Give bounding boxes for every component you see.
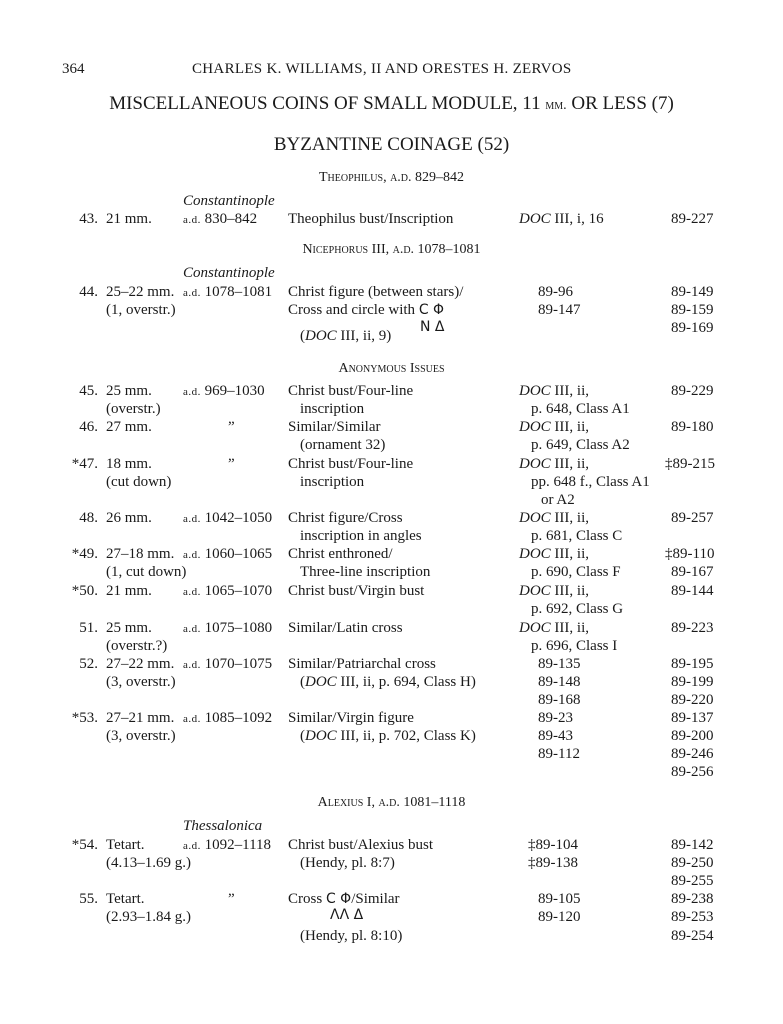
entry-reference	[519, 455, 589, 473]
entry-inventory: ‡89-215	[665, 456, 715, 472]
entry-reference: 89-147	[538, 302, 581, 318]
entry-size: Tetart.	[106, 837, 145, 853]
entry-reference: 89-120	[538, 909, 581, 925]
reference-value: III, ii,	[554, 456, 589, 472]
entry-reference: 89-168	[538, 692, 581, 708]
reference-value: III, ii,	[554, 383, 589, 399]
entry-type: Similar/Latin cross	[288, 620, 403, 636]
entry-reference: 89-23	[538, 710, 573, 726]
entry-number: 46.	[79, 419, 98, 435]
ad-label: a.d.	[183, 513, 201, 525]
entry-inventory: 89-238	[671, 891, 714, 907]
entry-size: 27–18 mm.	[106, 546, 175, 562]
entry-size-note: (1, cut down)	[106, 564, 187, 580]
monogram-top: C Φ	[418, 302, 445, 318]
reference-value: III, ii,	[554, 546, 589, 562]
entry-type	[288, 301, 444, 319]
entry-inventory: 89-195	[671, 656, 714, 672]
entry-type: Christ figure (between stars)/	[288, 284, 464, 300]
entry-reference: or A2	[541, 492, 575, 508]
entry-reference: p. 690, Class F	[531, 564, 621, 580]
entry-date	[183, 582, 272, 601]
entry-reference: 89-96	[538, 284, 573, 300]
entry-reference	[519, 582, 589, 600]
doc-abbrev: DOC	[519, 456, 551, 472]
entry-size: 25–22 mm.	[106, 284, 175, 300]
entry-size-note: (1, overstr.)	[106, 302, 176, 318]
ad-label: a.d.	[183, 623, 201, 635]
entry-inventory: ‡89-110	[665, 546, 715, 562]
entry-inventory: 89-169	[671, 320, 714, 336]
section-title-part-b: OR LESS (7)	[571, 93, 674, 114]
entry-size: 21 mm.	[106, 211, 152, 227]
entry-size-note: (overstr.)	[106, 401, 161, 417]
date-value: 1092–1118	[204, 837, 272, 853]
entry-type: Christ figure/Cross	[288, 510, 403, 526]
running-header-authors: CHARLES K. WILLIAMS, II AND ORESTES H. ZERVOS	[192, 61, 572, 77]
entry-inventory: 89-250	[671, 855, 714, 871]
entry-reference	[519, 545, 589, 563]
section-title	[0, 95, 783, 115]
entry-reference: p. 692, Class G	[531, 601, 624, 617]
entry-date	[183, 655, 272, 674]
entry-type: Christ bust/Four-line	[288, 456, 414, 472]
subsection-title: BYZANTINE COINAGE (52)	[273, 134, 510, 155]
entry-inventory: 89-227	[671, 211, 714, 227]
entry-type: Similar/Similar	[288, 419, 381, 435]
doc-abbrev: DOC	[305, 328, 337, 344]
entry-date	[183, 210, 257, 229]
doc-abbrev: DOC	[519, 383, 551, 399]
ad-label: a.d.	[183, 586, 201, 598]
ad-label: a.d.	[183, 287, 201, 299]
date-value: 1060–1065	[204, 546, 273, 562]
ditto-mark: ”	[228, 419, 235, 435]
doc-abbrev: DOC	[519, 211, 551, 227]
entry-number: *49.	[71, 546, 98, 562]
entry-type: (Hendy, pl. 8:10)	[300, 928, 403, 944]
entry-size: 27–21 mm.	[106, 710, 175, 726]
entry-inventory: 89-180	[671, 419, 714, 435]
entry-inventory: 89-167	[671, 564, 714, 580]
entry-number: 51.	[79, 620, 98, 636]
entry-date	[183, 836, 271, 855]
ad-label: a.d.	[183, 659, 201, 671]
entry-inventory: 89-256	[671, 764, 714, 780]
entry-number: 55.	[79, 891, 98, 907]
section-title-part-a: MISCELLANEOUS COINS OF SMALL MODULE, 11	[109, 93, 541, 114]
entry-type: (DOC III, ii, p. 694, Class H)	[300, 674, 476, 690]
entry-inventory: 89-137	[671, 710, 714, 726]
ad-label: a.d.	[183, 713, 201, 725]
date-value: 1078–1081	[204, 284, 273, 300]
entry-reference	[519, 210, 604, 228]
entry-inventory: 89-257	[671, 510, 714, 526]
entry-type: Christ bust/Virgin bust	[288, 583, 425, 599]
entry-type: Similar/Virgin figure	[288, 710, 414, 726]
date-value: 1065–1070	[204, 583, 273, 599]
entry-type: (DOC III, ii, p. 702, Class K)	[300, 728, 476, 744]
entry-reference	[519, 382, 589, 400]
entry-size: 27 mm.	[106, 419, 152, 435]
type-text: III, ii, p. 702, Class K)	[340, 728, 476, 744]
doc-abbrev: DOC	[519, 620, 551, 636]
entry-inventory: 89-199	[671, 674, 714, 690]
date-value: 1042–1050	[204, 510, 273, 526]
ruler-heading-alexius: Alexius I, a.d. 1081–1118	[317, 795, 466, 810]
doc-abbrev: DOC	[305, 674, 337, 690]
entry-type: Theophilus bust/Inscription	[288, 211, 454, 227]
mint-thessalonica: Thessalonica	[183, 818, 263, 834]
ruler-heading-nicephorus: Nicephorus III, a.d. 1078–1081	[302, 242, 481, 257]
entry-reference: ‡89-138	[528, 855, 578, 871]
entry-number: 44.	[79, 284, 98, 300]
entry-inventory: 89-223	[671, 620, 714, 636]
monogram-bottom: N Δ	[420, 319, 445, 335]
entry-inventory: 89-200	[671, 728, 714, 744]
entry-number: *54.	[71, 837, 98, 853]
entry-size-note: (2.93–1.84 g.)	[106, 909, 191, 925]
type-text: III, ii, 9)	[340, 328, 392, 344]
entry-reference	[519, 619, 589, 637]
monogram-top: C Φ	[325, 891, 352, 907]
entry-type: (Hendy, pl. 8:7)	[300, 855, 395, 871]
ad-label: a.d.	[183, 214, 201, 226]
entry-reference: 89-135	[538, 656, 581, 672]
entry-number: 43.	[79, 211, 98, 227]
reference-value: III, ii,	[554, 583, 589, 599]
doc-abbrev: DOC	[519, 583, 551, 599]
date-value: 969–1030	[204, 383, 265, 399]
date-value: 830–842	[204, 211, 258, 227]
reference-value: III, i, 16	[554, 211, 604, 227]
entry-size: 21 mm.	[106, 583, 152, 599]
entry-size-note: (3, overstr.)	[106, 728, 176, 744]
entry-type: Christ bust/Four-line	[288, 383, 414, 399]
entry-inventory: 89-220	[671, 692, 714, 708]
ditto-mark: ”	[228, 891, 235, 907]
entry-date	[183, 283, 272, 302]
entry-size-note: (4.13–1.69 g.)	[106, 855, 191, 871]
entry-size-note: (overstr.?)	[106, 638, 168, 654]
entry-reference: pp. 648 f., Class A1	[531, 474, 650, 490]
entry-type: Christ bust/Alexius bust	[288, 837, 434, 853]
entry-number: 48.	[79, 510, 98, 526]
entry-type: inscription	[300, 474, 365, 490]
entry-reference: p. 648, Class A1	[531, 401, 630, 417]
entry-size-note: (3, overstr.)	[106, 674, 176, 690]
entry-type: Christ enthroned/	[288, 546, 393, 562]
entry-reference: 89-105	[538, 891, 581, 907]
entry-reference: p. 649, Class A2	[531, 437, 630, 453]
entry-inventory: 89-229	[671, 383, 714, 399]
doc-abbrev: DOC	[519, 510, 551, 526]
entry-reference: p. 681, Class C	[531, 528, 623, 544]
entry-size: Tetart.	[106, 891, 145, 907]
ad-label: a.d.	[183, 549, 201, 561]
entry-size: 27–22 mm.	[106, 656, 175, 672]
reference-value: III, ii,	[554, 510, 589, 526]
entry-size: 25 mm.	[106, 383, 152, 399]
entry-inventory: 89-142	[671, 837, 714, 853]
entry-reference: 89-43	[538, 728, 573, 744]
entry-reference	[519, 509, 589, 527]
type-text: /Similar	[351, 891, 400, 907]
doc-abbrev: DOC	[305, 728, 337, 744]
entry-inventory: 89-149	[671, 284, 714, 300]
entry-reference: p. 696, Class I	[531, 638, 618, 654]
entry-date	[183, 709, 272, 728]
doc-abbrev: DOC	[519, 419, 551, 435]
entry-reference: 89-112	[538, 746, 580, 762]
entry-type: (ornament 32)	[300, 437, 386, 453]
entry-inventory: 89-254	[671, 928, 714, 944]
entry-size: 26 mm.	[106, 510, 152, 526]
entry-reference: 89-148	[538, 674, 581, 690]
ruler-heading-anonymous: Anonymous Issues	[338, 361, 445, 376]
entry-inventory: 89-159	[671, 302, 714, 318]
entry-date	[183, 509, 272, 528]
mint-constantinople: Constantinople	[183, 193, 275, 209]
entry-date	[183, 382, 265, 401]
entry-size: 25 mm.	[106, 620, 152, 636]
entry-inventory: 89-255	[671, 873, 714, 889]
entry-date	[183, 619, 272, 638]
entry-inventory: 89-253	[671, 909, 714, 925]
entry-number: *47.	[71, 456, 98, 472]
entry-number: 52.	[79, 656, 98, 672]
type-text: III, ii, p. 694, Class H)	[340, 674, 476, 690]
entry-number: 45.	[79, 383, 98, 399]
entry-size-note: (cut down)	[106, 474, 172, 490]
entry-inventory: 89-144	[671, 583, 714, 599]
date-value: 1070–1075	[204, 656, 273, 672]
ditto-mark: ”	[228, 456, 235, 472]
section-title-mm: mm.	[545, 98, 567, 113]
entry-type: Three-line inscription	[300, 564, 431, 580]
entry-type: (DOC III, ii, 9)	[300, 328, 392, 344]
entry-type: inscription in angles	[300, 528, 422, 544]
entry-reference	[519, 418, 589, 436]
entry-type: Similar/Patriarchal cross	[288, 656, 436, 672]
type-text: Cross and circle with	[288, 302, 416, 318]
date-value: 1075–1080	[204, 620, 273, 636]
entry-reference: ‡89-104	[528, 837, 578, 853]
entry-size: 18 mm.	[106, 456, 152, 472]
entry-type: inscription	[300, 401, 365, 417]
type-text: Cross	[288, 891, 323, 907]
ruler-heading-theophilus: Theophilus, a.d. 829–842	[318, 170, 465, 185]
monogram-bottom: ΛΛ Δ	[330, 907, 364, 923]
entry-inventory: 89-246	[671, 746, 714, 762]
mint-constantinople: Constantinople	[183, 265, 275, 281]
ad-label: a.d.	[183, 386, 201, 398]
entry-number: *53.	[71, 710, 98, 726]
doc-abbrev: DOC	[519, 546, 551, 562]
reference-value: III, ii,	[554, 620, 589, 636]
page-number: 364	[62, 61, 85, 77]
entry-number: *50.	[71, 583, 98, 599]
ad-label: a.d.	[183, 840, 201, 852]
entry-date	[183, 545, 272, 564]
reference-value: III, ii,	[554, 419, 589, 435]
date-value: 1085–1092	[204, 710, 273, 726]
